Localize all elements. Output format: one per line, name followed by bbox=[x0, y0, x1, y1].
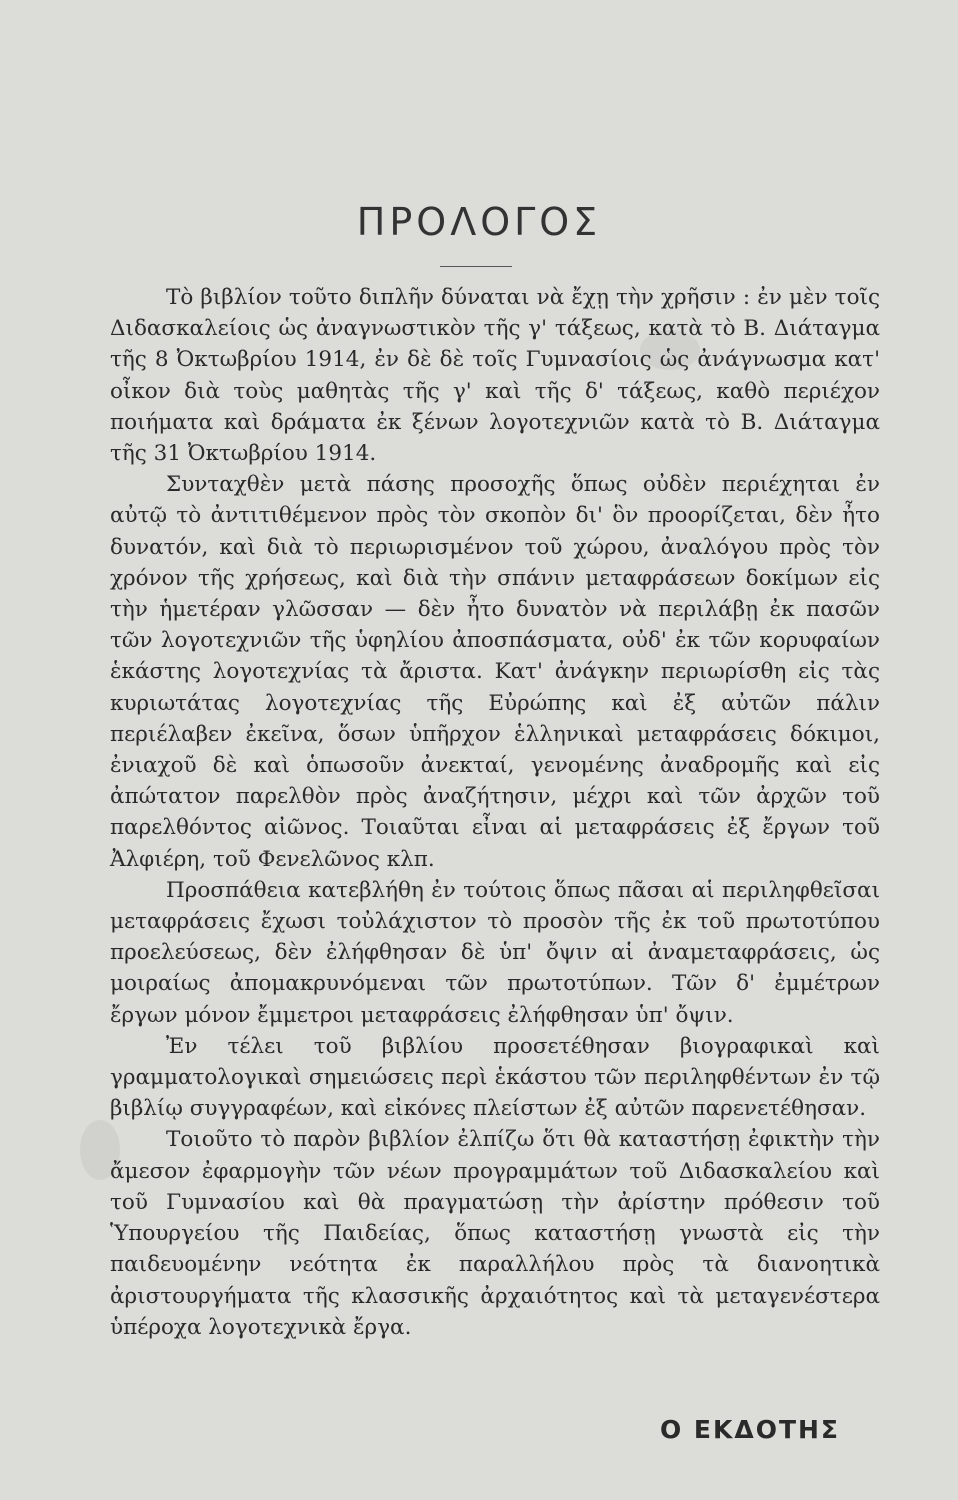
publisher-signature: Ο ΕΚΔΟΤΗΣ bbox=[659, 1415, 840, 1444]
title-divider bbox=[440, 266, 512, 267]
paragraph: Προσπάθεια κατεβλήθη ἐν τούτοις ὅπως πᾶσαι αἱ περιληφθεῖσαι μεταφράσεις ἔχωσι τοὐλάχιστον τὸ προσὸν τῆς ἐκ τοῦ πρωτοτύπου προελεύσεως, δὲν ἐλήφθησαν δὲ ὑπ' ὄψιν αἱ ἀναμεταφράσεις, ὡς μοιραίως ἀπομακρυνόμεναι τῶν πρωτοτύπων. Τῶν δ' ἐμμέτρων ἔργων μόνον ἔμμετροι μεταφράσεις ἐλήφθησαν ὑπ' ὄψιν. bbox=[110, 877, 880, 1028]
preface-body bbox=[110, 282, 880, 1343]
paragraph: Συνταχθὲν μετὰ πάσης προσοχῆς ὅπως οὐδὲν περιέχηται ἐν αὐτῷ τὸ ἀντιτιθέμενον πρὸς τὸν σκοπὸν δι' ὃν προορίζεται, δὲν ἦτο δυνατόν, καὶ διὰ τὸ περιωρισμένον τοῦ χώρου, ἀναλόγου πρὸς τὸν χρόνον τῆς χρήσεως, καὶ διὰ τὴν σπάνιν μεταφράσεων δοκίμων εἰς τὴν ἡμετέραν γλῶσσαν — δὲν ἦτο δυνατὸν νὰ περιλάβῃ ἐκ πασῶν τῶν λογοτεχνιῶν τῆς ὑφηλίου ἀποσπάσματα, οὐδ' ἐκ τῶν κορυφαίων ἑκάστης λογοτεχνίας τὰ ἄριστα. Κατ' ἀνάγκην περιωρίσθη εἰς τὰς κυριωτάτας λογοτεχνίας τῆς Εὐρώπης καὶ ἐξ αὐτῶν πάλιν περιέλαβεν ἐκεῖνα, ὅσων ὑπῆρχον ἑλληνικαὶ μεταφράσεις δόκιμοι, ἐνιαχοῦ δὲ καὶ ὁπωσοῦν ἀνεκταί, γενομένης ἀναδρομῆς καὶ εἰς ἀπώτατον παρελθὸν πρὸς ἀναζήτησιν, μέχρι καὶ τῶν ἀρχῶν τοῦ παρελθόντος αἰῶνος. Τοιαῦται εἶναι αἱ μεταφράσεις ἐξ ἔργων τοῦ Ἀλφιέρη, τοῦ Φενελῶνος κλπ. bbox=[110, 472, 880, 872]
paragraph: Τὸ βιβλίον τοῦτο διπλῆν δύναται νὰ ἔχῃ τὴν χρῆσιν : ἐν μὲν τοῖς Διδασκαλείοις ὡς ἀναγνωστικὸν τῆς γ' τάξεως, κατὰ τὸ Β. Διάταγμα τῆς 8 Ὀκτωβρίου 1914, ἐν δὲ δὲ τοῖς Γυμνασίοις ὡς ἀνάγνωσμα κατ' οἶκον διὰ τοὺς μαθητὰς τῆς γ' καὶ τῆς δ' τάξεως, καθὸ περιέχον ποιήματα καὶ δράματα ἐκ ξένων λογοτεχνιῶν κατὰ τὸ Β. Διάταγμα τῆς 31 Ὀκτωβρίου 1914. bbox=[110, 285, 880, 467]
paragraph: Τοιοῦτο τὸ παρὸν βιβλίον ἐλπίζω ὅτι θὰ καταστήσῃ ἐφικτὴν τὴν ἄμεσον ἐφαρμογὴν τῶν νέων προγραμμάτων τοῦ Διδασκαλείου καὶ τοῦ Γυμνασίου καὶ θὰ πραγματώσῃ τὴν ἀρίστην πρόθεσιν τοῦ Ὑπουργείου τῆς Παιδείας, ὅπως καταστήσῃ γνωστὰ εἰς τὴν παιδευομένην νεότητα ἐκ παραλλήλου πρὸς τὰ διανοητικὰ ἀριστουργήματα τῆς κλασσικῆς ἀρχαιότητος καὶ τὰ μεταγενέστερα ὑπέροχα λογοτεχνικὰ ἔργα. bbox=[110, 1127, 880, 1340]
paragraph: Ἐν τέλει τοῦ βιβλίου προσετέθησαν βιογραφικαὶ καὶ γραμματολογικαὶ σημειώσεις περὶ ἑκάστου τῶν περιληφθέντων ἐν τῷ βιβλίῳ συγγραφέων, καὶ εἰκόνες πλείστων ἐξ αὐτῶν παρενετέθησαν. bbox=[110, 1033, 880, 1122]
page-title: ΠΡΟΛΟΓΟΣ bbox=[356, 200, 602, 244]
